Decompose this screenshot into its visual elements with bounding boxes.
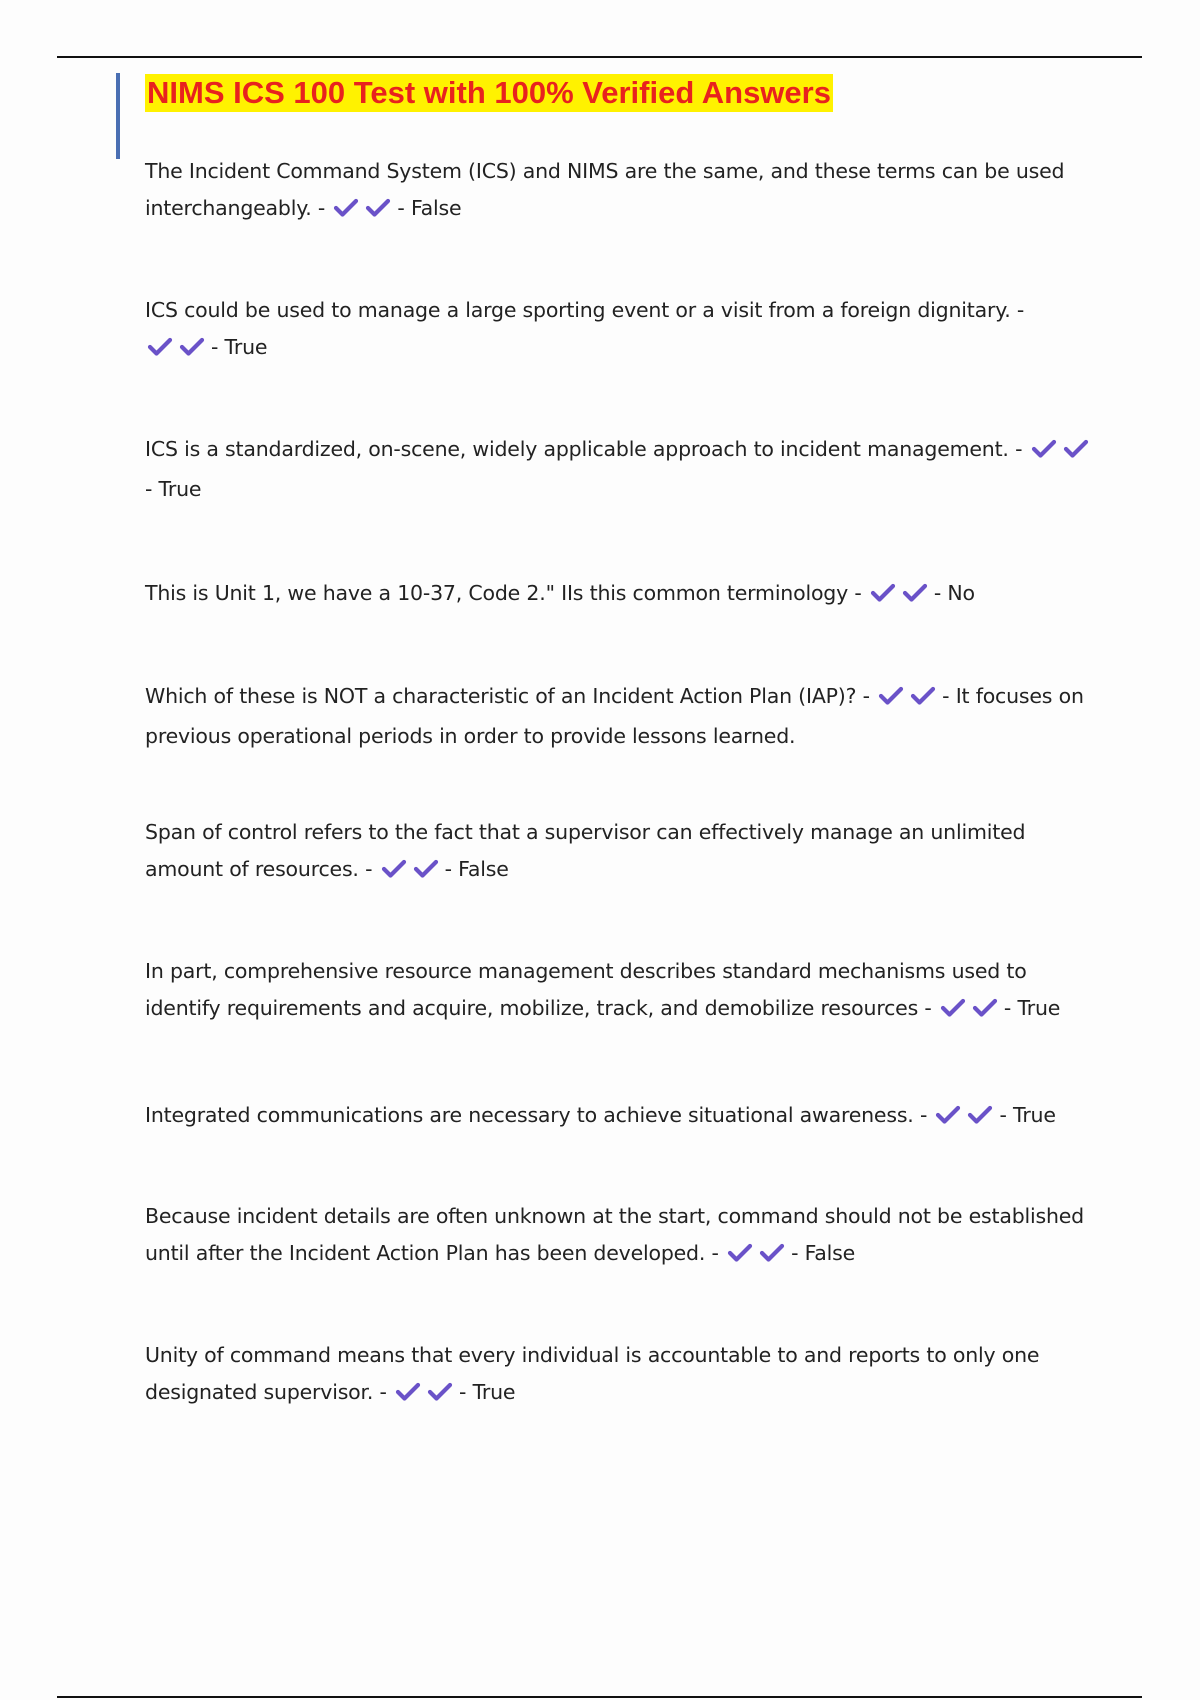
question-text: ICS is a standardized, on-scene, widely applicable approach to incident management. [145, 437, 1009, 461]
qa-item-10 [145, 1337, 1095, 1414]
separator: - [397, 196, 405, 220]
separator: - [145, 477, 153, 501]
answer-text: False [410, 196, 462, 220]
answer-text: True [1017, 996, 1061, 1020]
answer-text: False [804, 1241, 856, 1265]
separator: - [854, 581, 862, 605]
double-check-icon [1031, 434, 1093, 471]
question-text: Unity of command means that every individual is accountable to and reports to only one designated supervisor. [145, 1343, 1040, 1404]
separator: - [444, 857, 452, 881]
double-check-icon [333, 193, 395, 230]
answer-text: True [472, 1380, 516, 1404]
double-check-icon [147, 332, 209, 369]
double-check-icon [940, 993, 1002, 1030]
qa-item-4 [145, 575, 1095, 615]
separator: - [379, 1380, 387, 1404]
double-check-icon [878, 681, 940, 718]
answer-text: True [1013, 1103, 1056, 1127]
double-check-icon [870, 578, 932, 615]
document-title: NIMS ICS 100 Test with 100% Verified Answers [147, 75, 831, 110]
answer-text: False [458, 857, 509, 881]
separator: - [924, 996, 932, 1020]
question-text: In part, comprehensive resource management describes standard mechanisms used to identify requirements and acquire, mobilize, track, and demobilize resources [145, 959, 1027, 1020]
question-text: Which of these is NOT a characteristic of an Incident Action Plan (IAP)? [145, 684, 857, 708]
question-text: Integrated communications are necessary to achieve situational awareness. [145, 1103, 914, 1127]
separator: - [1016, 298, 1025, 322]
double-check-icon [727, 1238, 789, 1275]
answer-text: No [947, 581, 975, 605]
separator: - [1015, 437, 1023, 461]
separator: - [919, 1103, 928, 1127]
separator: - [942, 684, 950, 708]
qa-item-3 [145, 431, 1095, 508]
question-text: Span of control refers to the fact that a supervisor can effectively manage an unlimited amount of resources. [145, 820, 1026, 881]
separator: - [711, 1241, 719, 1265]
answer-text: True [224, 335, 268, 359]
separator: - [791, 1241, 799, 1265]
separator: - [933, 581, 942, 605]
separator: - [999, 1103, 1007, 1127]
title-accent-bar [116, 73, 120, 159]
question-text: The Incident Command System (ICS) and NIMS are the same, and these terms can be used interchangeably. [145, 159, 1065, 220]
separator: - [1003, 996, 1012, 1020]
qa-item-9 [145, 1198, 1095, 1275]
double-check-icon [935, 1100, 997, 1137]
answer-text: True [158, 477, 202, 501]
separator: - [211, 335, 219, 359]
qa-item-5 [145, 678, 1095, 755]
qa-item-7 [145, 953, 1095, 1030]
answer-text: It focuses on previous operational periods in order to provide lessons learned. [145, 684, 1084, 748]
top-rule [57, 56, 1142, 58]
qa-item-6 [145, 814, 1095, 891]
separator: - [365, 857, 373, 881]
qa-item-2 [145, 292, 1095, 369]
bottom-rule [57, 1696, 1142, 1698]
question-text: This is Unit 1, we have a 10-37, Code 2." IIs this common terminology [145, 581, 849, 605]
question-text: ICS could be used to manage a large sporting event or a visit from a foreign dignitary. [145, 298, 1011, 322]
double-check-icon [395, 1377, 457, 1414]
separator: - [862, 684, 870, 708]
double-check-icon [381, 854, 443, 891]
qa-item-1 [145, 153, 1095, 230]
question-text: Because incident details are often unknown at the start, command should not be established until after the Incident Action Plan has been developed. [145, 1204, 1084, 1265]
separator: - [459, 1380, 467, 1404]
separator: - [317, 196, 326, 220]
qa-item-8 [145, 1097, 1095, 1137]
